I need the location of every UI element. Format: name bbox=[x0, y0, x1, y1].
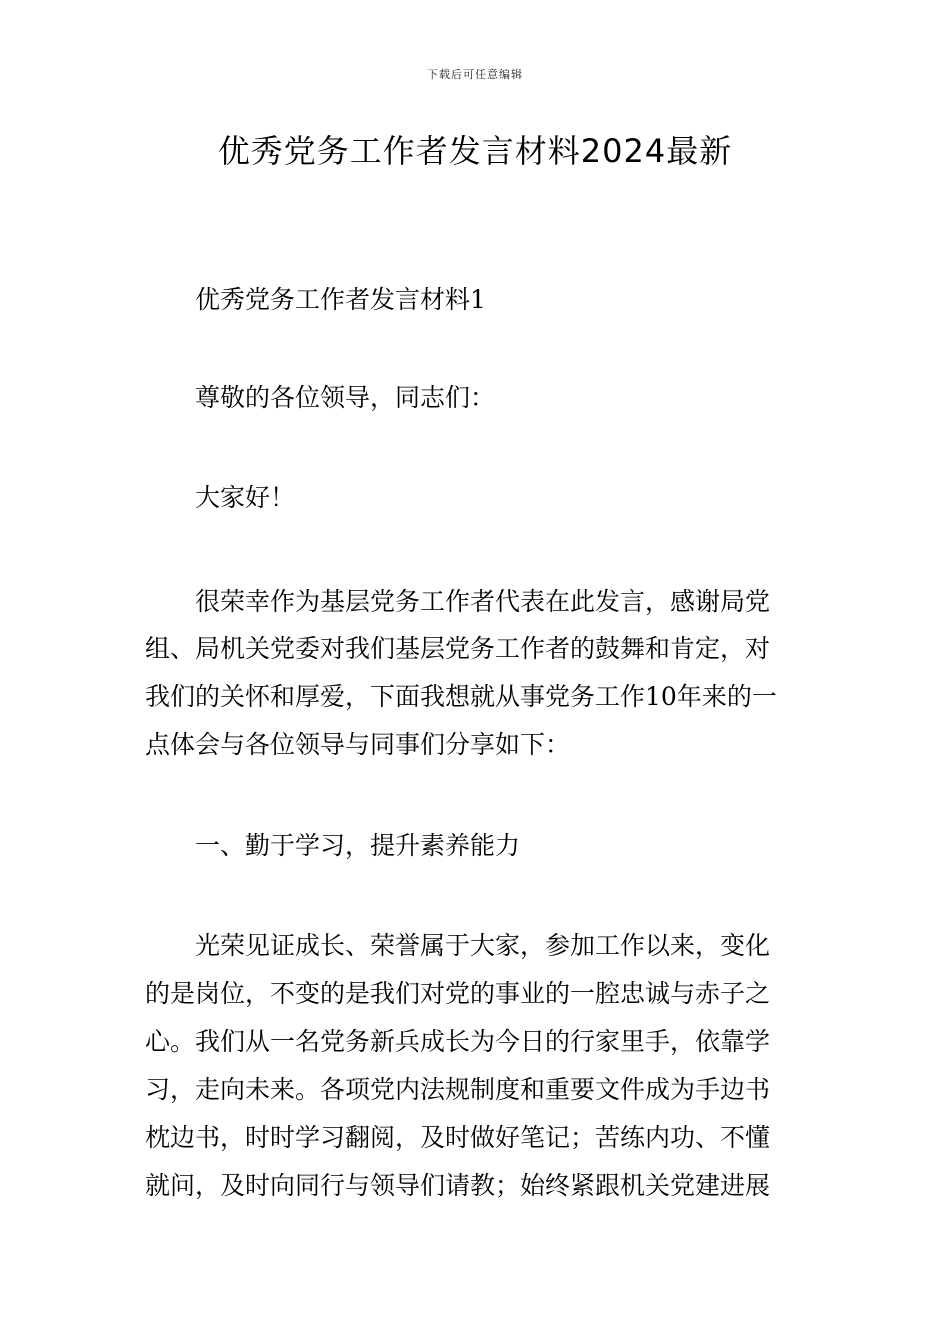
paragraph-line: 光荣见证成长、荣誉属于大家，参加工作以来，变化 bbox=[195, 931, 771, 960]
paragraph-line: 习，走向未来。各项党内法规制度和重要文件成为手边书 bbox=[145, 1075, 771, 1104]
paragraph-line: 组、局机关党委对我们基层党务工作者的鼓舞和肯定，对 bbox=[145, 634, 771, 663]
header-note: 下载后可任意编辑 bbox=[427, 68, 523, 81]
paragraph-line: 心。我们从一名党务新兵成长为今日的行家里手，依靠学 bbox=[145, 1027, 771, 1056]
paragraph-line: 就问，及时向同行与领导们请教；始终紧跟机关党建进展 bbox=[145, 1171, 771, 1200]
paragraph-line: 枕边书，时时学习翻阅，及时做好笔记；苦练内功、不懂 bbox=[145, 1123, 771, 1152]
salutation: 尊敬的各位领导，同志们： bbox=[195, 383, 496, 412]
paragraph-line: 的是岗位，不变的是我们对党的事业的一腔忠诚与赤子之 bbox=[145, 979, 771, 1008]
paragraph-line: 我们的关怀和厚爱，下面我想就从事党务工作10年来的一 bbox=[145, 682, 777, 711]
paragraph-line: 很荣幸作为基层党务工作者代表在此发言，感谢局党 bbox=[195, 587, 771, 616]
section-title: 优秀党务工作者发言材料1 bbox=[195, 285, 486, 314]
paragraph-line: 点体会与各位领导与同事们分享如下： bbox=[145, 730, 571, 759]
heading-1: 一、勤于学习，提升素养能力 bbox=[195, 831, 521, 860]
greeting: 大家好！ bbox=[195, 483, 296, 512]
document-title: 优秀党务工作者发言材料2024最新 bbox=[217, 132, 733, 170]
